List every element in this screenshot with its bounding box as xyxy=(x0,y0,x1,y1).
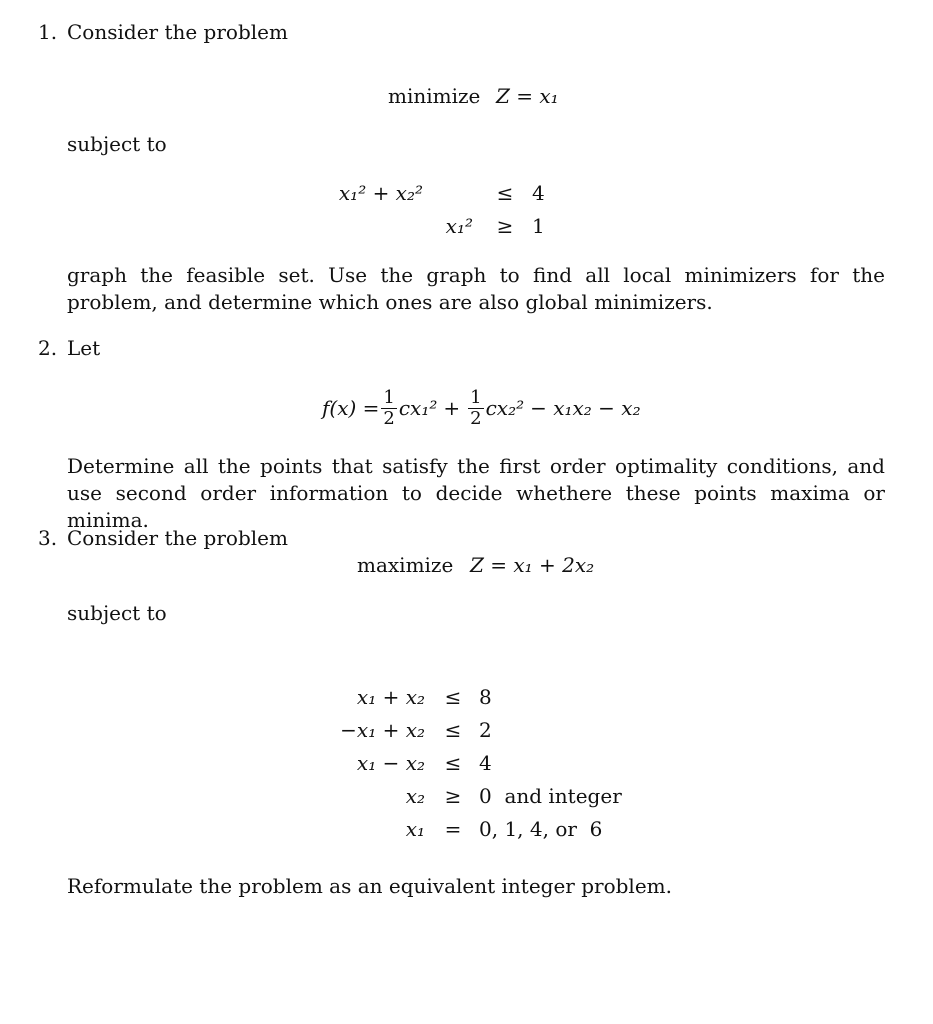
problem-3-subject-to: subject to xyxy=(67,601,167,625)
function-plus: + xyxy=(443,396,461,420)
problem-2-question: Determine all the points that satisfy the first order optimality conditions, and use second order information to decide whethere these points maxima or minima. xyxy=(67,454,885,532)
problem-1-intro: Consider the problem xyxy=(67,20,288,44)
problem-2-number: 2. xyxy=(38,336,58,360)
problem-3-constraint-1-rel: ≤ xyxy=(444,685,462,709)
function-term-2: cx₂² xyxy=(485,396,525,420)
half-denominator-1: 2 xyxy=(383,407,395,429)
problem-1-constraint-2-rel: ≥ xyxy=(496,214,514,238)
problem-3-constraint-2-lhs: −x₁ + x₂ xyxy=(340,718,425,742)
half-fraction-2 xyxy=(468,388,483,429)
problem-1-objective-expr: Z = x₁ xyxy=(496,84,559,108)
function-term-1: cx₁² xyxy=(398,396,438,420)
problem-3-constraint-4-rhs: 0 and integer xyxy=(479,784,622,808)
problem-1-constraint-1-rel: ≤ xyxy=(496,181,514,205)
problem-3-constraint-4-lhs: x₂ xyxy=(405,784,425,808)
problem-3-constraint-2-rel: ≤ xyxy=(444,718,462,742)
problem-3-constraint-3-rhs: 4 xyxy=(479,751,492,775)
problem-1-constraint-2-rhs: 1 xyxy=(532,214,545,238)
function-lhs: f(x) = xyxy=(322,396,380,420)
problem-3-constraint-1-lhs: x₁ + x₂ xyxy=(356,685,425,709)
problem-3-constraint-3-rel: ≤ xyxy=(444,751,462,775)
problem-1-subject-to: subject to xyxy=(67,132,167,156)
problem-3-constraint-5-rhs: 0, 1, 4, or 6 xyxy=(479,817,603,841)
problem-3-constraint-3-lhs: x₁ − x₂ xyxy=(356,751,425,775)
half-denominator-2: 2 xyxy=(470,407,482,429)
problem-3-constraint-5-lhs: x₁ xyxy=(405,817,425,841)
problem-2-function xyxy=(322,383,641,433)
problem-2-intro: Let xyxy=(67,336,101,360)
problem-1-question: graph the feasible set. Use the graph to find all local minimizers for the problem, and determine which ones are also global minimizers. xyxy=(67,263,885,314)
problem-3-intro: Consider the problem xyxy=(67,526,288,550)
problem-3-question: Reformulate the problem as an equivalent integer problem. xyxy=(67,874,672,898)
problem-3-objective-expr: Z = x₁ + 2x₂ xyxy=(470,553,595,577)
half-numerator-1: 1 xyxy=(383,386,395,408)
problem-3-constraint-4-rel: ≥ xyxy=(444,784,462,808)
problem-3-constraint-1-rhs: 8 xyxy=(479,685,492,709)
problem-1-objective-word: minimize xyxy=(388,84,481,108)
half-numerator-2: 1 xyxy=(470,386,482,408)
problem-1-constraint-2-lhs: x₁² xyxy=(445,214,473,238)
function-rest: − x₁x₂ − x₂ xyxy=(530,396,641,420)
problem-3-constraint-5-rel: = xyxy=(444,817,462,841)
half-fraction-1 xyxy=(381,388,396,429)
problem-1-constraint-1-lhs: x₁² + x₂² xyxy=(338,181,423,205)
problem-3-constraint-2-rhs: 2 xyxy=(479,718,492,742)
problem-1-constraint-1-rhs: 4 xyxy=(532,181,545,205)
problem-3-number: 3. xyxy=(38,526,58,550)
problem-1-number: 1. xyxy=(38,20,58,44)
problem-3-objective-word: maximize xyxy=(357,553,454,577)
